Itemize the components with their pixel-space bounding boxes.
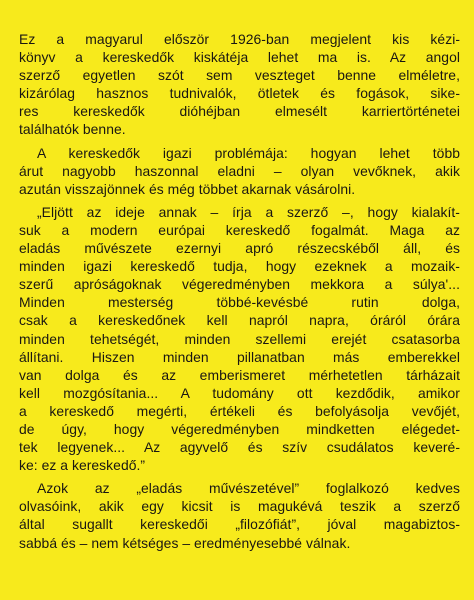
text-line: „Eljött az ideje annak – írja a szerző –, hogy kialakít- <box>37 203 460 220</box>
text-line: tek legyenek... Az agyvelő és szív csudálatos keveré- <box>19 439 460 456</box>
text-line: Azok az „eladás művészetével” foglalkozó kedves <box>37 480 460 497</box>
text-line: azután visszajönnek és még többet akarnak vásárolni. <box>19 180 356 197</box>
text-line: Minden mesterség többé-kevésbé rutin dolga, <box>19 294 460 311</box>
paragraph <box>19 144 460 198</box>
text-line: szerző egyetlen szót sem veszteget benne elméletre, <box>19 67 460 84</box>
text-line: olvasóink, akik egy kicsit is magukévá teszik a szerző <box>19 498 460 515</box>
text-line: által sugallt kereskedői „filozófiát”, jóval magabiztos- <box>19 516 460 533</box>
text-line: a kereskedő megérti, értékeli és befolyásolja vevőjét, <box>19 402 460 419</box>
text-line: állítani. Hiszen minden pillanatban más emberekkel <box>19 348 460 365</box>
text-line: minden igazi kereskedő tudja, hogy ezeknek a mozaik- <box>19 258 460 275</box>
text-line: Ez a magyarul először 1926-ban megjelent kis kézi- <box>19 31 460 47</box>
text-line: csak a kereskedőnek kell napról napra, óráról órára <box>19 312 460 329</box>
text-line: ke: ez a kereskedő.” <box>19 457 146 474</box>
paragraph <box>19 203 460 474</box>
text-line: minden tehetségét, minden szellemi erejét csatasorba <box>19 330 460 347</box>
text-line: kell mozgósítania... A tudomány ott kezdődik, amikor <box>19 384 460 401</box>
text-line: res kereskedők dióhéjban elmesélt karriertörténetei <box>19 103 460 120</box>
text-line: de úgy, hogy végeredményben mindketten elégedet- <box>19 420 460 437</box>
text-line: sabbá és – nem kétséges – eredményesebbé válnak. <box>19 534 351 551</box>
text-line: szerű apróságoknak végeredményben mekkora a súlya'... <box>19 276 460 293</box>
text-line: A kereskedők igazi problémája: hogyan lehet több <box>37 144 460 161</box>
text-line: könyv a kereskedők kiskátéja lehet ma is. Az angol <box>19 49 460 66</box>
text-line: árut nagyobb haszonnal eladni – olyan vevőknek, akik <box>19 162 460 179</box>
text-line: eladás művészete ezernyi apró részecskéből áll, és <box>19 240 460 257</box>
paragraph <box>19 479 460 551</box>
paragraph <box>19 30 460 139</box>
text-line: van dolga és az emberismeret mérhetetlen tárházait <box>19 366 460 383</box>
text-line: találhatók benne. <box>19 121 126 138</box>
text-line: suk a modern európai kereskedő fogalmát. Maga az <box>19 221 460 238</box>
document-body <box>19 30 460 552</box>
text-line: kizárólag hasznos tudnivalók, ötletek és fogások, sike- <box>19 85 460 102</box>
